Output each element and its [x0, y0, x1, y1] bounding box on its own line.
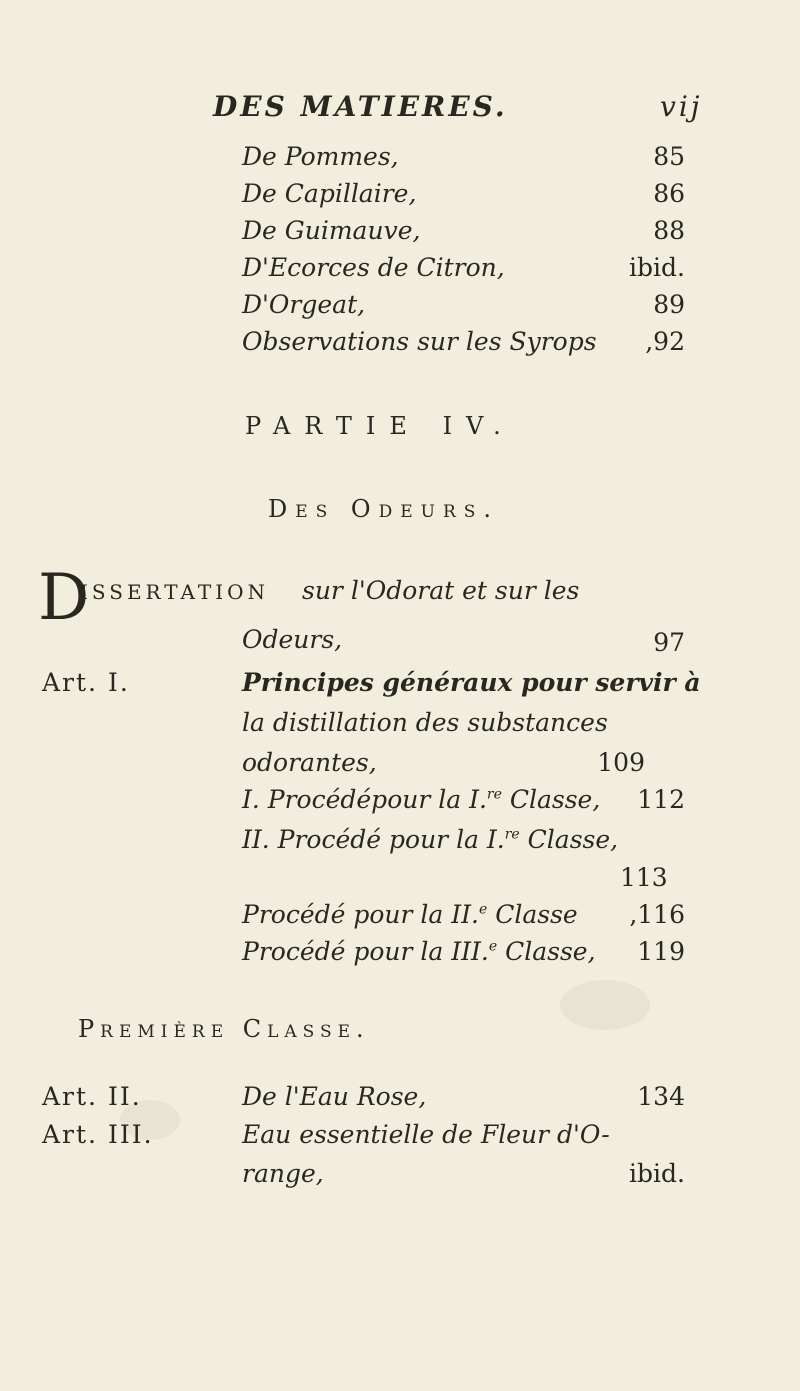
toc-entry-page: 89 — [653, 290, 685, 319]
toc-entry-page: 134 — [637, 1082, 685, 1111]
toc-entry-page: 97 — [653, 628, 685, 657]
toc-entry-label: De Pommes, — [242, 142, 399, 171]
procede-sup: e — [478, 901, 488, 918]
toc-entry-page: 85 — [653, 142, 685, 171]
dissertation-lead: ISSERTATION — [80, 580, 269, 604]
toc-entry-page: ,116 — [629, 900, 685, 929]
toc-entry-page: 119 — [637, 937, 685, 966]
dissertation-title: sur l'Odorat et sur les — [302, 576, 580, 605]
drop-cap: D — [38, 561, 90, 635]
procede-class: Classe — [487, 900, 578, 929]
procede-class: Classe, — [501, 785, 601, 814]
page-number: vij — [660, 90, 703, 123]
running-header-title: DES MATIERES. — [213, 90, 508, 123]
article-title-cont: la distillation des substances — [242, 708, 608, 737]
section-subheading: Des Odeurs. — [268, 495, 500, 523]
toc-entry-page: ibid. — [629, 1159, 685, 1188]
toc-entry-label: D'Ecorces de Citron, — [242, 253, 505, 282]
procede-sup: e — [488, 938, 498, 955]
procede-sup: re — [504, 826, 520, 843]
procede-sup: re — [486, 786, 502, 803]
procede-entry — [242, 937, 596, 966]
toc-entry-label: D'Orgeat, — [242, 290, 366, 319]
toc-entry-label: Observations sur les Syrops — [242, 327, 597, 356]
toc-entry-label: De Capillaire, — [242, 179, 417, 208]
procede-text: I. Procédépour la I. — [242, 785, 487, 814]
procede-text: II. Procédé pour la I. — [242, 825, 505, 854]
procede-entry — [242, 825, 618, 854]
procede-entry — [242, 785, 600, 814]
dissertation-title-cont: Odeurs, — [242, 625, 343, 654]
procede-text: Procédé pour la III. — [242, 937, 489, 966]
toc-entry-page: 109 — [597, 748, 645, 777]
article-label: Art. II. — [42, 1082, 142, 1111]
procede-class: Classe, — [519, 825, 619, 854]
toc-entry-page: ,92 — [645, 327, 685, 356]
article-label: Art. III. — [42, 1120, 154, 1149]
toc-entry-page: 86 — [653, 179, 685, 208]
procede-text: Procédé pour la II. — [242, 900, 479, 929]
toc-entry-page: ibid. — [629, 253, 685, 282]
section-heading-partie: PARTIE IV. — [245, 412, 515, 440]
procede-class: Classe, — [497, 937, 596, 966]
paper-stain — [560, 980, 650, 1030]
toc-entry-page: 112 — [637, 785, 685, 814]
procede-entry — [242, 900, 578, 929]
article-label: Art. I. — [42, 668, 130, 697]
article-title: Eau essentielle de Fleur d'O- — [242, 1120, 610, 1149]
article-title-cont: range, — [242, 1159, 324, 1188]
toc-entry-page: 88 — [653, 216, 685, 245]
article-title: Principes généraux pour servir à — [242, 668, 701, 697]
article-title-cont: odorantes, — [242, 748, 377, 777]
toc-entry-page: 113 — [620, 863, 668, 892]
article-title: De l'Eau Rose, — [242, 1082, 427, 1111]
section-subheading: Première Classe. — [78, 1015, 370, 1043]
toc-entry-label: De Guimauve, — [242, 216, 421, 245]
